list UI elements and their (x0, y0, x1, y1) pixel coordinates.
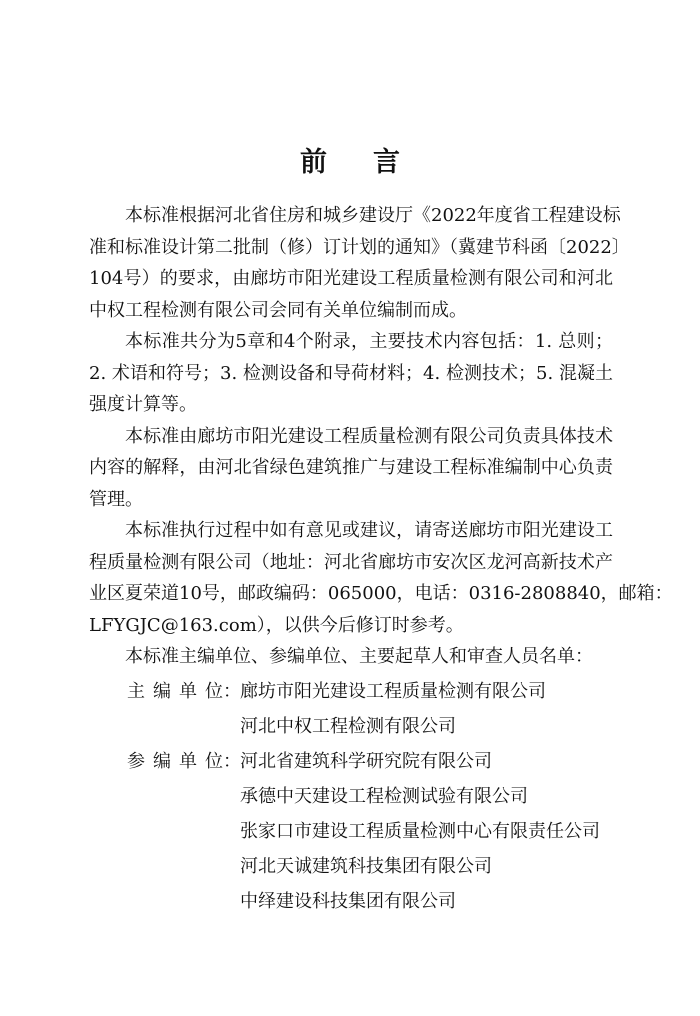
text-line: 2. 术语和符号；3. 检测设备和导荷材料；4. 检测技术；5. 混凝土 (89, 362, 613, 384)
participating-unit-name: 河北天诚建筑科技集团有限公司 (240, 856, 492, 877)
unit-row (127, 884, 627, 919)
text-line: 本标准根据河北省住房和城乡建设厅《2022年度省工程建设标 (125, 205, 621, 226)
text-line: 程质量检测有限公司（地址：河北省廊坊市安次区龙河高新技术产 (89, 551, 613, 573)
participating-unit-name: 承德中天建设工程检测试验有限公司 (240, 786, 528, 807)
text-line: 本标准执行过程中如有意见或建议，请寄送廊坊市阳光建设工 (125, 520, 613, 541)
title-char-1: 前 (300, 147, 327, 178)
participating-units-label: 参编单位 (127, 751, 223, 772)
paragraph-2 (89, 326, 613, 421)
text-line: 本标准由廊坊市阳光建设工程质量检测有限公司负责具体技术 (125, 425, 613, 447)
text-line: 业区夏荣道10号，邮政编码：065000，电话：0316-2808840，邮箱： (89, 583, 673, 604)
unit-row (127, 674, 627, 709)
label-colon: ： (223, 751, 241, 772)
text-line: 强度计算等。 (89, 394, 197, 415)
paragraph-3 (89, 421, 613, 516)
participating-units-block (127, 744, 627, 919)
text-line: 本标准共分为5章和4个附录，主要技术内容包括：1. 总则； (125, 331, 613, 352)
text-line: 中权工程检测有限公司会同有关单位编制而成。 (89, 299, 467, 321)
paragraph-1 (89, 200, 630, 326)
participating-unit-name: 张家口市建设工程质量检测中心有限责任公司 (240, 821, 600, 842)
unit-row (127, 779, 627, 814)
participating-unit-name: 河北省建筑科学研究院有限公司 (240, 751, 492, 772)
text-line: 管理。 (89, 488, 143, 510)
text-line: 内容的解释，由河北省绿色建筑推广与建设工程标准编制中心负责 (89, 457, 613, 478)
text-line: 准和标准设计第二批制（修）订计划的通知》（冀建节科函〔2022〕 (89, 236, 630, 258)
unit-row (127, 709, 627, 744)
text-line: 104号）的要求，由廊坊市阳光建设工程质量检测有限公司和河北 (89, 268, 613, 289)
page-title (0, 140, 700, 179)
unit-row (127, 849, 627, 884)
title-char-2: 言 (373, 147, 400, 178)
paragraph-5 (89, 641, 613, 673)
preface-body (89, 200, 673, 673)
chief-units-label: 主编单位 (127, 681, 223, 702)
text-line: 本标准主编单位、参编单位、主要起草人和审查人员名单： (125, 646, 593, 667)
text-line: LFYGJC@163.com），以供今后修订时参考。 (89, 614, 464, 636)
unit-row (127, 744, 627, 779)
unit-row (127, 814, 627, 849)
participating-unit-name: 中绎建设科技集团有限公司 (240, 891, 456, 912)
chief-unit-name: 河北中权工程检测有限公司 (240, 716, 456, 737)
label-colon: ： (223, 681, 241, 702)
chief-units-block (127, 674, 627, 744)
paragraph-4 (89, 515, 673, 641)
chief-unit-name: 廊坊市阳光建设工程质量检测有限公司 (240, 681, 546, 702)
